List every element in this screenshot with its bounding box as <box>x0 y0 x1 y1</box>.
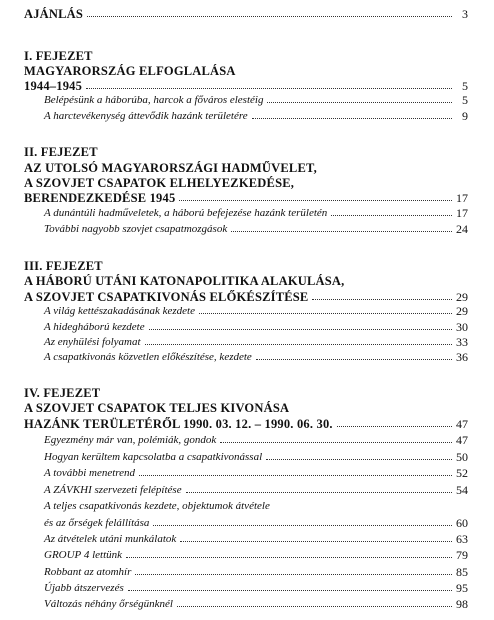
toc-subentry: Belépésünk a háborúba, harcok a főváros elestéig <box>44 94 264 106</box>
toc-subentry: A csapatkivonás közvetlen előkészítése, kezdete <box>44 351 252 363</box>
dot-leader <box>256 359 452 360</box>
toc-entry <box>0 220 494 238</box>
toc-entry <box>0 497 494 515</box>
dot-leader <box>231 231 452 232</box>
toc-page-number: 29 <box>456 290 468 304</box>
toc-heading: AZ UTOLSÓ MAGYARORSZÁGI HADMŰVELET, <box>24 161 317 175</box>
toc-subentry: A hidegháború kezdete <box>44 321 145 333</box>
toc-page-number: 29 <box>456 304 468 318</box>
toc-subentry: Változás néhány őrségünknél <box>44 598 173 610</box>
dot-leader <box>145 344 452 345</box>
dot-leader <box>153 525 452 526</box>
toc-heading: AJÁNLÁS <box>24 7 84 21</box>
toc-subentry: Az átvételek utáni munkálatok <box>44 533 177 545</box>
toc-page-number: 50 <box>456 450 468 464</box>
dot-leader <box>186 492 452 493</box>
dot-leader <box>86 88 452 89</box>
dot-leader <box>199 313 452 314</box>
dot-leader <box>177 606 452 607</box>
dot-leader <box>220 442 452 443</box>
toc-subentry: A ZÁVKHI szervezeti felépítése <box>44 484 182 496</box>
toc-page-number: 3 <box>462 7 468 21</box>
toc-page-number: 30 <box>456 320 468 334</box>
toc-page-number: 5 <box>462 93 468 107</box>
toc-entry <box>0 546 494 564</box>
dot-leader <box>312 299 452 300</box>
toc-heading: A SZOVJET CSAPATKIVONÁS ELŐKÉSZÍTÉSE <box>24 290 309 304</box>
dot-leader <box>266 459 452 460</box>
toc-heading: IV. FEJEZET <box>24 386 101 400</box>
toc-page-number: 63 <box>456 532 468 546</box>
toc-heading: II. FEJEZET <box>24 145 98 159</box>
toc-subentry: A világ kettészakadásának kezdete <box>44 305 195 317</box>
dot-leader <box>179 200 452 201</box>
dot-leader <box>126 557 452 558</box>
toc-subentry: és az őrségek felállítása <box>44 517 150 529</box>
toc-subentry: Hogyan kerültem kapcsolatba a csapatkivonással <box>44 451 263 463</box>
toc-subentry: A dunántúli hadműveletek, a háború befejezése hazánk területén <box>44 207 328 219</box>
toc-subentry: Egyezmény már van, polémiák, gondok <box>44 434 217 446</box>
toc-heading: I. FEJEZET <box>24 49 93 63</box>
toc-subentry: Az enyhülési folyamat <box>44 336 141 348</box>
dot-leader <box>128 590 452 591</box>
toc-page-number: 9 <box>462 109 468 123</box>
toc-page-number: 17 <box>456 191 468 205</box>
toc-heading: A HÁBORÚ UTÁNI KATONAPOLITIKA ALAKULÁSA, <box>24 274 345 288</box>
dot-leader <box>267 102 452 103</box>
toc-heading: MAGYARORSZÁG ELFOGLALÁSA <box>24 64 236 78</box>
toc-heading: A SZOVJET CSAPATOK ELHELYEZKEDÉSE, <box>24 176 295 190</box>
toc-subentry: GROUP 4 lettünk <box>44 549 123 561</box>
toc-entry <box>0 5 494 23</box>
toc-page-number: 47 <box>456 417 468 431</box>
toc-subentry: A teljes csapatkivonás kezdete, objektumok átvétele <box>44 500 270 512</box>
dot-leader <box>331 215 452 216</box>
dot-leader <box>139 475 452 476</box>
toc-subentry: Robbant az atomhír <box>44 566 132 578</box>
toc-page-number: 36 <box>456 350 468 364</box>
toc-page-number: 60 <box>456 516 468 530</box>
toc-subentry: Újabb átszervezés <box>44 582 124 594</box>
toc-subentry: A további menetrend <box>44 467 136 479</box>
toc-page-number: 95 <box>456 581 468 595</box>
toc-page-number: 33 <box>456 335 468 349</box>
toc-heading: HAZÁNK TERÜLETÉRŐL 1990. 03. 12. – 1990. 06. 30. <box>24 417 333 431</box>
toc-entry <box>0 348 494 366</box>
toc-heading: A SZOVJET CSAPATOK TELJES KIVONÁSA <box>24 401 290 415</box>
toc-page-number: 54 <box>456 483 468 497</box>
toc-page-number: 5 <box>462 79 468 93</box>
toc-heading: BERENDEZKEDÉSE 1945 <box>24 191 176 205</box>
toc-entry <box>0 595 494 613</box>
toc-page-number: 52 <box>456 466 468 480</box>
dot-leader <box>180 541 452 542</box>
dot-leader <box>337 426 452 427</box>
dot-leader <box>87 16 452 17</box>
toc-heading: III. FEJEZET <box>24 259 103 273</box>
toc-subentry: A harctevékenység áttevődik hazánk területére <box>44 110 248 122</box>
dot-leader <box>149 329 452 330</box>
toc-page-number: 79 <box>456 548 468 562</box>
dot-leader <box>135 574 452 575</box>
toc-entry <box>0 464 494 482</box>
toc-heading: 1944–1945 <box>24 79 83 93</box>
toc-entry <box>0 431 494 449</box>
toc-page-number: 17 <box>456 206 468 220</box>
toc-entry <box>0 107 494 125</box>
toc-page-number: 24 <box>456 222 468 236</box>
toc-page-number: 98 <box>456 597 468 611</box>
toc-page-number: 85 <box>456 565 468 579</box>
toc-subentry: További nagyobb szovjet csapatmozgások <box>44 223 228 235</box>
toc-page-number: 47 <box>456 433 468 447</box>
dot-leader <box>252 118 452 119</box>
